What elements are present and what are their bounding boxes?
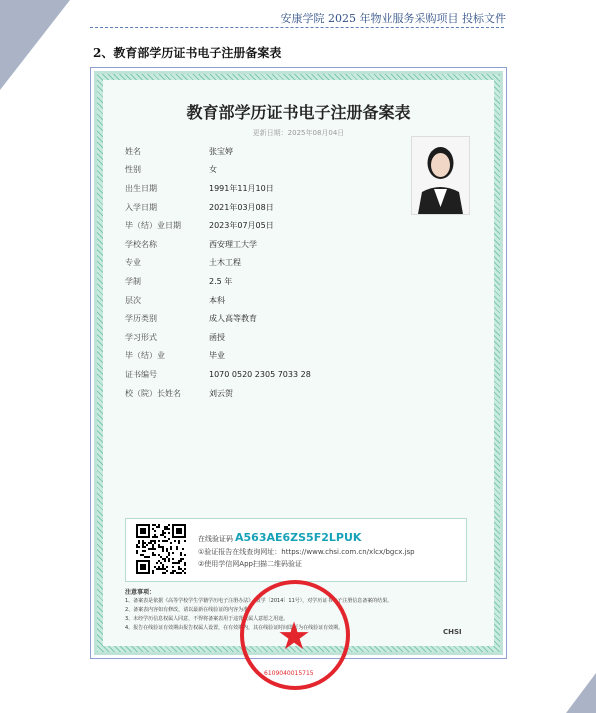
chsi-logo: CHSI (443, 628, 462, 636)
certificate-field-row (125, 384, 385, 403)
field-label: 学校名称 (125, 239, 157, 249)
certificate-field-row (125, 142, 385, 161)
field-label: 性别 (125, 165, 141, 175)
portrait-photo (411, 136, 470, 215)
verification-app-line: ②使用学信网App扫描二维码验证 (198, 560, 302, 568)
note-item: 1、备案表是依据《高等学校学生学籍学历电子注册办法》（教学〔2014〕11号），对学历证书电子注册信息备案的结果。 (125, 598, 393, 604)
field-value: 2.5 年 (209, 276, 233, 286)
field-value: 毕业 (209, 351, 225, 361)
field-value: 1070 0520 2305 7033 28 (209, 369, 311, 379)
qr-code[interactable] (136, 524, 186, 574)
field-value: 女 (209, 165, 217, 175)
note-item: 4、报告在线验证有效期由报告权属人设置，在有效期内，其在线验证时间即可为在线验证有效期。 (125, 625, 344, 631)
certificate-field-row (125, 291, 385, 310)
certificate-title: 教育部学历证书电子注册备案表 (186, 103, 411, 122)
section-title: 2、教育部学历证书电子注册备案表 (93, 46, 282, 60)
certificate-field-row (125, 235, 385, 254)
field-value: 张宝婷 (209, 146, 233, 156)
field-label: 学历类别 (125, 314, 157, 324)
field-label: 入学日期 (125, 202, 157, 212)
field-label: 毕（结）业日期 (125, 221, 181, 231)
field-value: 本科 (209, 295, 225, 305)
official-seal (240, 580, 350, 690)
certificate-image-frame (90, 67, 507, 659)
certificate-field-row (125, 216, 385, 235)
verification-code: A563AE6ZS5F2LPUK (235, 531, 362, 544)
field-label: 层次 (125, 295, 141, 305)
certificate-field-row (125, 161, 385, 180)
field-value: 刘云贺 (209, 388, 233, 398)
certificate-field-row (125, 198, 385, 217)
field-label: 姓名 (125, 146, 141, 156)
certificate-field-row (125, 365, 385, 384)
field-label: 证书编号 (125, 369, 157, 379)
field-value: 1991年11月10日 (209, 183, 274, 193)
seal-number: 6109040015715 (264, 670, 314, 677)
field-value: 西安理工大学 (209, 239, 257, 249)
online-verification-box (125, 518, 467, 582)
certificate-field-row (125, 309, 385, 328)
decor-corner-bottom-right (566, 673, 596, 713)
verification-url-line: ①验证报告在线查询网址：https://www.chsi.com.cn/xlcx/bgcx.jsp (198, 548, 415, 556)
field-label: 出生日期 (125, 183, 157, 193)
decor-corner-top-left (0, 0, 70, 90)
field-label: 学习形式 (125, 332, 157, 342)
verification-code-row (198, 531, 361, 544)
certificate-field-row (125, 254, 385, 273)
certificate-field-row (125, 347, 385, 366)
field-value: 2023年07月05日 (209, 221, 274, 231)
verification-code-label: 在线验证码 (198, 535, 233, 543)
note-item: 3、未经学历信息权属人同意，不得将备案表用于违背权属人意愿之用途。 (125, 616, 289, 622)
field-value: 函授 (209, 332, 225, 342)
note-item: 2、备案表内容如有修改，请以最新在线验证的内容为准。 (125, 607, 254, 613)
certificate-field-row (125, 179, 385, 198)
certificate-body (103, 80, 494, 646)
field-label: 专业 (125, 258, 141, 268)
field-value: 2021年03月08日 (209, 202, 274, 212)
header-divider (90, 27, 504, 28)
field-value: 成人高等教育 (209, 314, 257, 324)
field-value: 土木工程 (209, 258, 241, 268)
field-label: 毕（结）业 (125, 351, 165, 361)
page-header: 安康学院 2025 年物业服务采购项目 投标文件 (280, 12, 506, 25)
certificate-field-row (125, 272, 385, 291)
field-label: 校（院）长姓名 (125, 388, 181, 398)
certificate-field-row (125, 328, 385, 347)
certificate-fields (125, 142, 385, 402)
seal-star-icon: ★ (277, 614, 312, 658)
field-label: 学制 (125, 276, 141, 286)
notes-title: 注意事项： (125, 589, 156, 596)
certificate-updated-date: 更新日期：2025年08月04日 (252, 129, 345, 137)
